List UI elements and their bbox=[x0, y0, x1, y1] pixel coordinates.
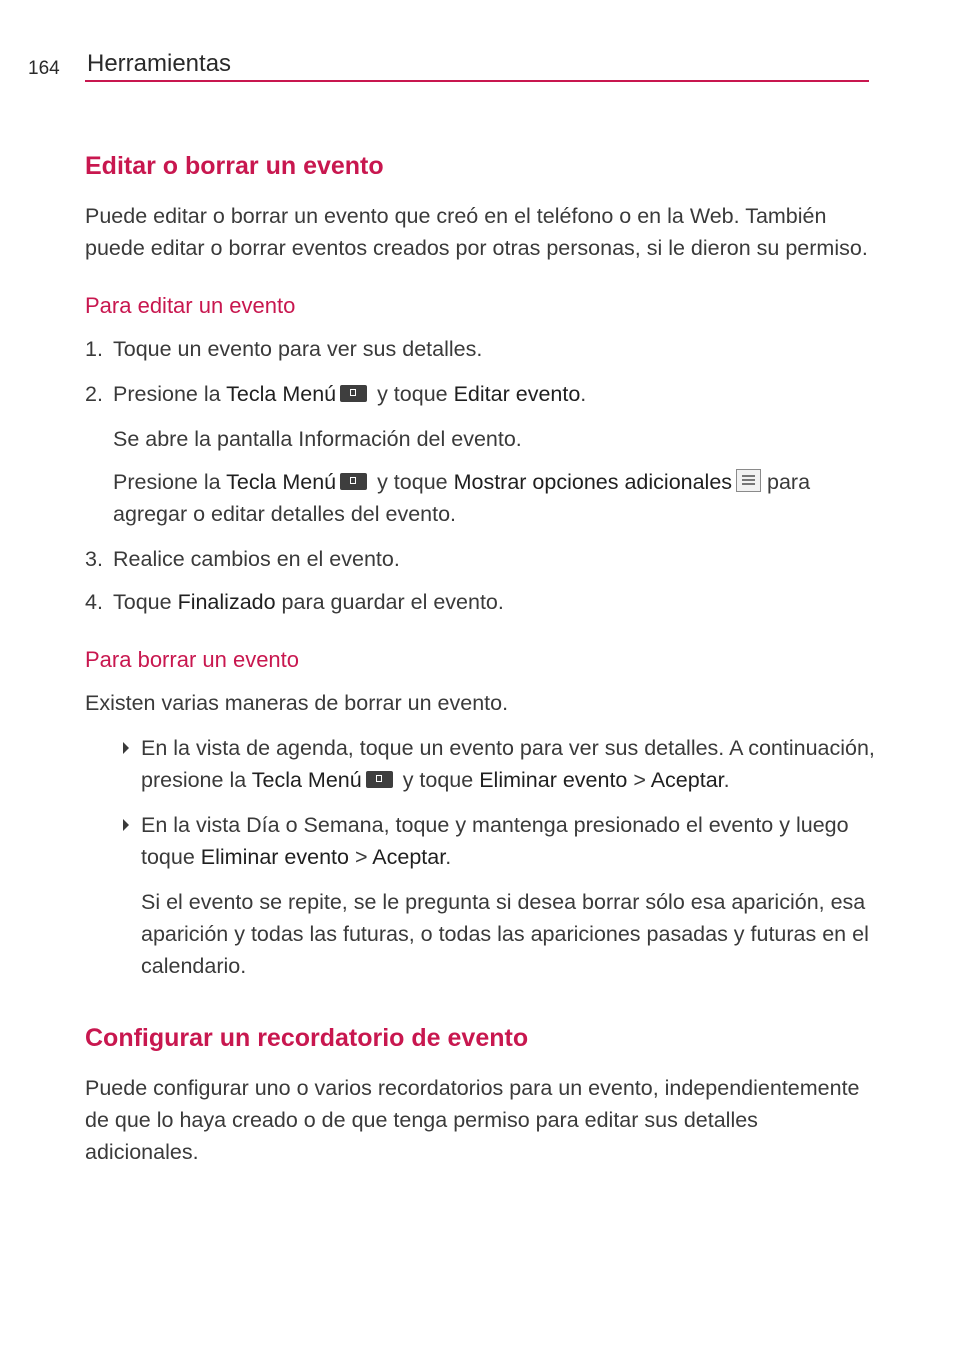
page-content bbox=[85, 148, 875, 1168]
step-text-part: Presione la bbox=[113, 382, 227, 406]
bullet-text-part: . bbox=[445, 845, 452, 869]
bullet-arrow-icon bbox=[121, 732, 141, 796]
delete-note: Si el evento se repite, se le pregunta si desea borrar sólo esa aparición, esa aparición y todas las futuras, o todas las apariciones pasadas y futuras en el calendario. bbox=[141, 890, 869, 978]
page-header bbox=[28, 50, 870, 82]
delete-intro: Existen varias maneras de borrar un evento. bbox=[85, 691, 509, 715]
step-number: 4. bbox=[85, 590, 103, 614]
edit-note-2 bbox=[85, 466, 875, 530]
delete-bullet-2 bbox=[85, 809, 875, 873]
bullet-text-part: . bbox=[723, 768, 730, 792]
menu-key-label: Tecla Menú bbox=[226, 382, 337, 406]
accept-label: Aceptar bbox=[650, 768, 724, 792]
subsection-title-edit: Para editar un evento bbox=[85, 293, 296, 318]
step-text bbox=[113, 378, 875, 410]
header-rule bbox=[85, 80, 869, 82]
done-label: Finalizado bbox=[177, 590, 276, 614]
step-text-part: Toque bbox=[113, 590, 178, 614]
bullet-text bbox=[141, 809, 875, 873]
chapter-title: Herramientas bbox=[87, 50, 232, 77]
bullet-text-part: > bbox=[627, 768, 651, 792]
edit-step-4 bbox=[85, 586, 875, 618]
menu-key-icon bbox=[366, 771, 393, 788]
note-text-part: y toque bbox=[371, 470, 454, 494]
delete-event-label: Eliminar evento bbox=[200, 845, 349, 869]
accept-label: Aceptar bbox=[372, 845, 446, 869]
step-number: 1. bbox=[85, 337, 103, 361]
note-text-part: Presione la bbox=[113, 470, 227, 494]
bullet-arrow-icon bbox=[121, 809, 141, 873]
bullet-text-part: En la vista de agenda, toque un evento para ver sus detalles. A continuación, presione la bbox=[141, 736, 875, 792]
note-text-part: para agregar o editar detalles del evento. bbox=[113, 470, 811, 526]
step-number: 2. bbox=[85, 382, 103, 406]
more-options-icon bbox=[736, 469, 761, 492]
edit-step-3 bbox=[85, 543, 875, 575]
subsection-title-delete: Para borrar un evento bbox=[85, 647, 300, 672]
menu-key-label: Tecla Menú bbox=[251, 768, 362, 792]
bullet-text-part: y toque bbox=[396, 768, 480, 792]
edit-step-2 bbox=[85, 378, 875, 410]
bullet-text-part: > bbox=[348, 845, 373, 869]
step-text: Toque un evento para ver sus detalles. bbox=[113, 337, 483, 361]
more-options-label: Mostrar opciones adicionales bbox=[453, 470, 733, 494]
step-text-part: y toque bbox=[371, 382, 454, 406]
step-number: 3. bbox=[85, 547, 103, 571]
menu-key-label: Tecla Menú bbox=[226, 470, 337, 494]
step-text-part: . bbox=[580, 382, 587, 406]
step-text bbox=[113, 586, 875, 618]
reminder-body: Puede configurar uno o varios recordatorios para un evento, independientemente de que lo haya creado o de que tenga permiso para editar sus detalles adicionales. bbox=[85, 1076, 860, 1164]
bullet-text-part: En la vista Día o Semana, toque y mantenga presionado el evento y luego toque bbox=[141, 813, 849, 869]
edit-step-1 bbox=[85, 333, 875, 365]
section-title-reminder: Configurar un recordatorio de evento bbox=[85, 1024, 529, 1052]
step-text-part: para guardar el evento. bbox=[275, 590, 504, 614]
menu-key-icon bbox=[340, 473, 367, 490]
delete-event-label: Eliminar evento bbox=[479, 768, 628, 792]
menu-key-icon bbox=[340, 385, 367, 402]
section-title-edit-delete: Editar o borrar un evento bbox=[85, 152, 384, 180]
step-text: Realice cambios en el evento. bbox=[113, 547, 400, 571]
edit-event-label: Editar evento bbox=[453, 382, 581, 406]
page-number: 164 bbox=[28, 58, 60, 79]
bullet-text bbox=[141, 732, 875, 796]
delete-bullet-1 bbox=[85, 732, 875, 796]
section-intro: Puede editar o borrar un evento que creó en el teléfono o en la Web. También puede editar o borrar eventos creados por otras personas, si le dieron su permiso. bbox=[85, 204, 868, 260]
edit-note-1: Se abre la pantalla Información del evento. bbox=[113, 427, 522, 451]
edit-steps bbox=[85, 333, 875, 618]
